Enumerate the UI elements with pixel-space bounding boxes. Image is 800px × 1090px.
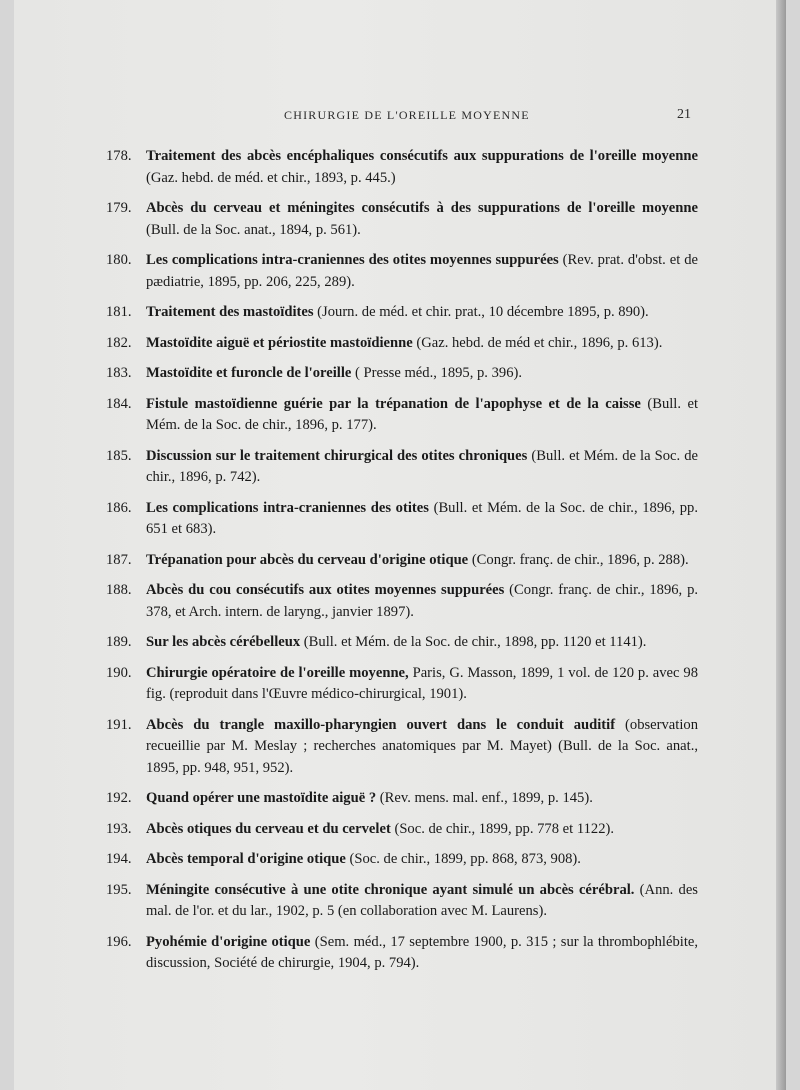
entry-number: 193.: [106, 820, 132, 837]
bibliography-entry: [106, 819, 698, 841]
entry-title: Traitement des abcès encéphaliques consécutifs aux suppurations de l'oreille moyenne: [146, 148, 698, 164]
bibliography-entry: [106, 498, 698, 541]
entry-number: 183.: [106, 365, 132, 381]
page-number: 21: [677, 107, 691, 122]
entry-title: Mastoïdite aiguë et périostite mastoïdienne: [146, 334, 413, 351]
bibliography-entry: [106, 333, 698, 355]
entry-number: 187.: [106, 551, 132, 568]
entry-reference: (Journ. de méd. et chir. prat., 10 décembre 1895, p. 890).: [313, 304, 649, 320]
bibliography-entry: [106, 932, 698, 975]
entry-reference: (Bull. et Mém. de la Soc. de chir., 1896, p. 177).: [146, 395, 699, 433]
entry-reference: (Bull. et Mém. de la Soc. de chir., 1898, pp. 1120 et 1141).: [300, 634, 647, 650]
bibliography-entry: [106, 550, 698, 572]
entry-reference: (Congr. franç. de chir., 1896, p. 378, et Arch. intern. de laryng., janvier 1897).: [146, 582, 699, 620]
bibliography-entry: [106, 580, 698, 623]
entry-title: Abcès temporal d'origine otique: [146, 851, 346, 867]
entry-number: 195.: [106, 881, 132, 898]
entry-reference: (Bull. et Mém. de la Soc. de chir., 1896, p. 742).: [146, 447, 698, 485]
entry-reference: (Gaz. hebd. de méd et chir., 1896, p. 613).: [412, 334, 663, 351]
entry-title: Mastoïdite et furoncle de l'oreille: [146, 365, 352, 381]
entry-reference: (observation recueillie par M. Meslay ; recherches anatomiques par M. Mayet) (Bull. de la Soc. anat., 1895, pp. 948, 951, 952).: [146, 716, 698, 776]
entry-number: 194.: [106, 851, 132, 867]
entry-title: Méningite consécutive à une otite chronique ayant simulé un abcès cérébral.: [146, 881, 635, 898]
entry-title: Les complications intra-craniennes des otites: [146, 499, 429, 516]
entry-title: Abcès du cerveau et méningites consécutifs à des suppurations de l'oreille moyenne: [146, 200, 698, 216]
bibliography-entry: [106, 302, 698, 324]
bibliography-entry: [106, 363, 698, 385]
bibliography-entry: [106, 880, 698, 923]
entry-reference: (Gaz. hebd. de méd. et chir., 1893, p. 445.): [146, 169, 396, 186]
bibliography-entry: [106, 663, 698, 706]
entry-reference: (Rev. mens. mal. enf., 1899, p. 145).: [376, 790, 593, 806]
bibliography-entry: [106, 715, 698, 780]
entry-number: 192.: [106, 790, 132, 806]
entry-number: 190.: [106, 664, 132, 681]
entry-number: 185.: [106, 447, 132, 464]
entry-number: 184.: [106, 395, 132, 412]
page-edge-shadow: [776, 0, 786, 1090]
entry-reference: (Rev. prat. d'obst. et de pædiatrie, 1895, pp. 206, 225, 289).: [146, 252, 698, 290]
entry-reference: (Soc. de chir., 1899, pp. 868, 873, 908).: [345, 851, 581, 867]
entry-reference: (Bull. de la Soc. anat., 1894, p. 561).: [146, 221, 361, 238]
running-title: CHIRURGIE DE L'OREILLE MOYENNE: [284, 108, 530, 122]
entry-title: Discussion sur le traitement chirurgical des otites chroniques: [146, 447, 528, 464]
entry-title: Traitement des mastoïdites: [146, 304, 314, 320]
entry-number: 186.: [106, 499, 132, 516]
bibliography-entry: [106, 849, 698, 871]
entry-reference: Paris, G. Masson, 1899, 1 vol. de 120 p. avec 98 fig. (reproduit dans l'Œuvre médico-chirurgical, 1901).: [146, 664, 698, 702]
entry-title: Chirurgie opératoire de l'oreille moyenne,: [146, 664, 409, 681]
entry-title: Abcès du cou consécutifs aux otites moyennes suppurées: [146, 582, 505, 598]
entry-number: 179.: [106, 200, 132, 216]
entry-title: Abcès du trangle maxillo-pharyngien ouvert dans le conduit auditif: [146, 716, 616, 733]
bibliography-entry: [106, 788, 698, 810]
entry-title: Trépanation pour abcès du cerveau d'origine otique: [146, 551, 469, 568]
entry-title: Fistule mastoïdienne guérie par la trépanation de l'apophyse et de la caisse: [146, 395, 641, 412]
page-header: [0, 108, 800, 128]
entry-title: Sur les abcès cérébelleux: [146, 634, 301, 650]
bibliography-entry: [106, 632, 698, 654]
entry-reference: (Ann. des mal. de l'or. et du lar., 1902, p. 5 (en collaboration avec M. Laurens).: [146, 881, 698, 919]
entry-reference: (Sem. méd., 17 septembre 1900, p. 315 ; sur la thrombophlébite, discussion, Société de chirurgie, 1904, p. 794).: [146, 933, 698, 971]
entry-number: 191.: [106, 716, 132, 733]
bibliography-entry: [106, 250, 698, 293]
entry-reference: (Bull. et Mém. de la Soc. de chir., 1896, pp. 651 et 683).: [146, 499, 698, 537]
bibliography-entry: [106, 394, 698, 437]
entry-number: 181.: [106, 304, 132, 320]
entry-number: 188.: [106, 582, 132, 598]
entry-number: 180.: [106, 252, 132, 268]
entry-title: Les complications intra-craniennes des otites moyennes suppurées: [146, 252, 559, 268]
entry-reference: (Soc. de chir., 1899, pp. 778 et 1122).: [390, 820, 615, 837]
bibliography-list: [106, 146, 698, 984]
bibliography-entry: [106, 146, 698, 189]
entry-number: 182.: [106, 334, 132, 351]
entry-title: Pyohémie d'origine otique: [146, 933, 311, 950]
entry-title: Quand opérer une mastoïdite aiguë ?: [146, 790, 377, 806]
bibliography-entry: [106, 446, 698, 489]
entry-number: 196.: [106, 933, 132, 950]
bibliography-entry: [106, 198, 698, 241]
entry-title: Abcès otiques du cerveau et du cervelet: [146, 820, 391, 837]
entry-number: 189.: [106, 634, 132, 650]
entry-number: 178.: [106, 148, 132, 164]
entry-reference: ( Presse méd., 1895, p. 396).: [351, 365, 523, 381]
entry-reference: (Congr. franç. de chir., 1896, p. 288).: [468, 551, 689, 568]
